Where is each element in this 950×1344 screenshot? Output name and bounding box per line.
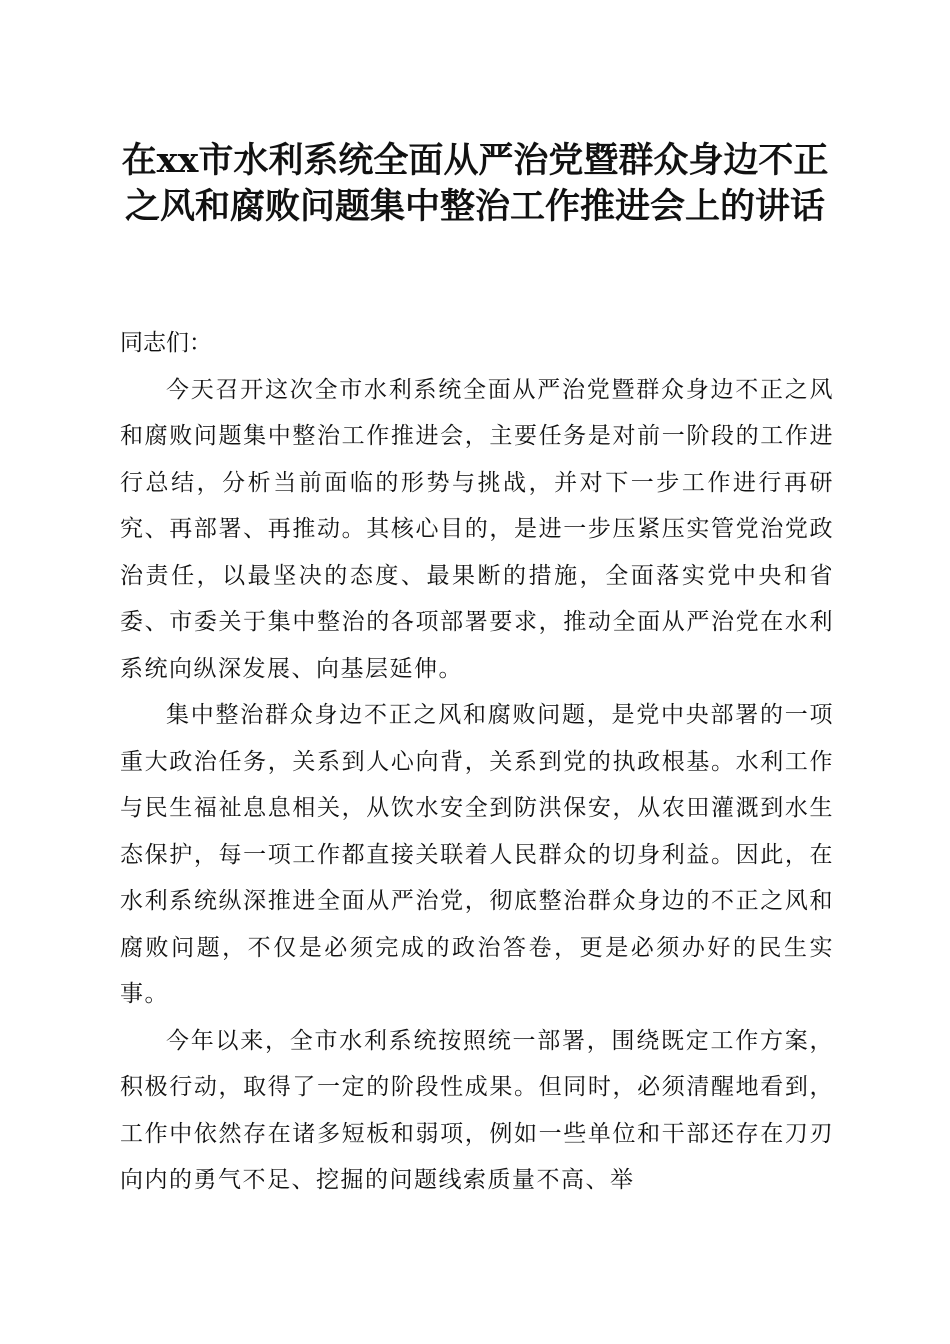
document-title: 在xx市水利系统全面从严治党暨群众身边不正之风和腐败问题集中整治工作推进会上的讲话	[121, 140, 829, 227]
salutation: 同志们：	[120, 330, 212, 356]
paragraph-1: 今天召开这次全市水利系统全面从严治党暨群众身边不正之风和腐败问题集中整治工作推进会，主要任务是对前一阶段的工作进行总结，分析当前面临的形势与挑战，并对下一步工作进行再研究、再部署、再推动。其核心目的，是进一步压紧压实管党治党政治责任，以最坚决的态度、最果断的措施，全面落实党中央和省委、市委关于集中整治的各项部署要求，推动全面从严治党在水利系统向纵深发展、向基层延伸。	[120, 376, 834, 682]
paragraph-2: 集中整治群众身边不正之风和腐败问题，是党中央部署的一项重大政治任务，关系到人心向背，关系到党的执政根基。水利工作与民生福祉息息相关，从饮水安全到防洪保安，从农田灌溉到水生态保护，每一项工作都直接关联着人民群众的切身利益。因此，在水利系统纵深推进全面从严治党，彻底整治群众身边的不正之风和腐败问题，不仅是必须完成的政治答卷，更是必须办好的民生实事。	[120, 702, 834, 1007]
paragraph-3: 今年以来，全市水利系统按照统一部署，围绕既定工作方案，积极行动，取得了一定的阶段性成果。但同时，必须清醒地看到，工作中依然存在诸多短板和弱项，例如一些单位和干部还存在刀刃向内的勇气不足、挖掘的问题线索质量不高、举	[120, 1027, 834, 1193]
document-body	[120, 320, 834, 1204]
